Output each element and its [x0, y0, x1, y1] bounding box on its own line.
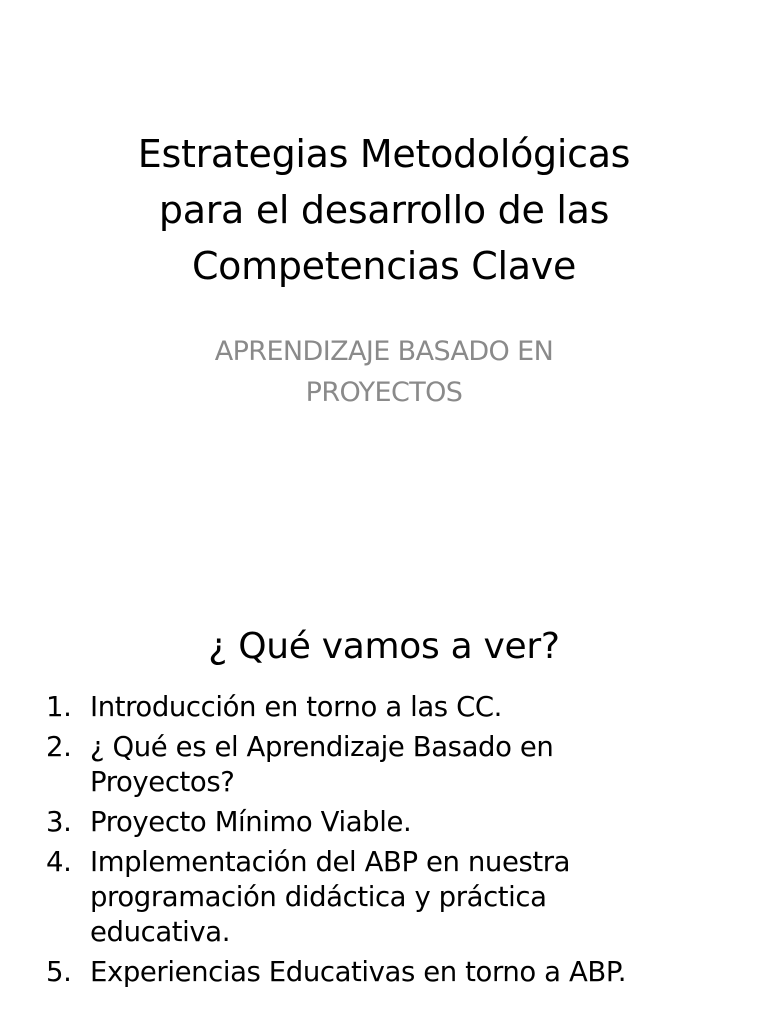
agenda-list [46, 690, 736, 995]
agenda-item [46, 845, 736, 950]
agenda-item-text: Implementación del ABP en nuestra [90, 846, 571, 878]
presentation-title [60, 126, 708, 294]
agenda-item-number: 4. [46, 846, 72, 878]
agenda-item-text: Proyecto Mínimo Viable. [90, 806, 412, 838]
agenda-item-text: Experiencias Educativas en torno a ABP. [90, 956, 627, 988]
agenda-item-number: 3. [46, 806, 72, 838]
agenda-item-text: programación didáctica y práctica [90, 881, 547, 913]
agenda-item-text: Proyectos? [90, 766, 235, 798]
title-line: Estrategias Metodológicas [137, 132, 631, 176]
agenda-item [46, 690, 736, 725]
agenda-item-number: 2. [46, 731, 72, 763]
agenda-title: ¿ Qué vamos a ver? [208, 626, 560, 667]
title-line: para el desarrollo de las [158, 188, 610, 232]
agenda-item-number: 5. [46, 956, 72, 988]
agenda-item [46, 805, 736, 840]
agenda-item-number: 1. [46, 691, 72, 723]
subtitle-line: APRENDIZAJE BASADO EN [214, 336, 554, 367]
subtitle-line: PROYECTOS [305, 377, 463, 408]
title-line: Competencias Clave [191, 244, 577, 288]
agenda-slide [0, 560, 768, 1024]
agenda-item [46, 955, 736, 990]
agenda-item [46, 730, 736, 800]
presentation-subtitle [100, 331, 668, 413]
agenda-item-text: educativa. [90, 916, 231, 948]
agenda-item-text: ¿ Qué es el Aprendizaje Basado en [90, 731, 554, 763]
agenda-item-text: Introducción en torno a las CC. [90, 691, 503, 723]
